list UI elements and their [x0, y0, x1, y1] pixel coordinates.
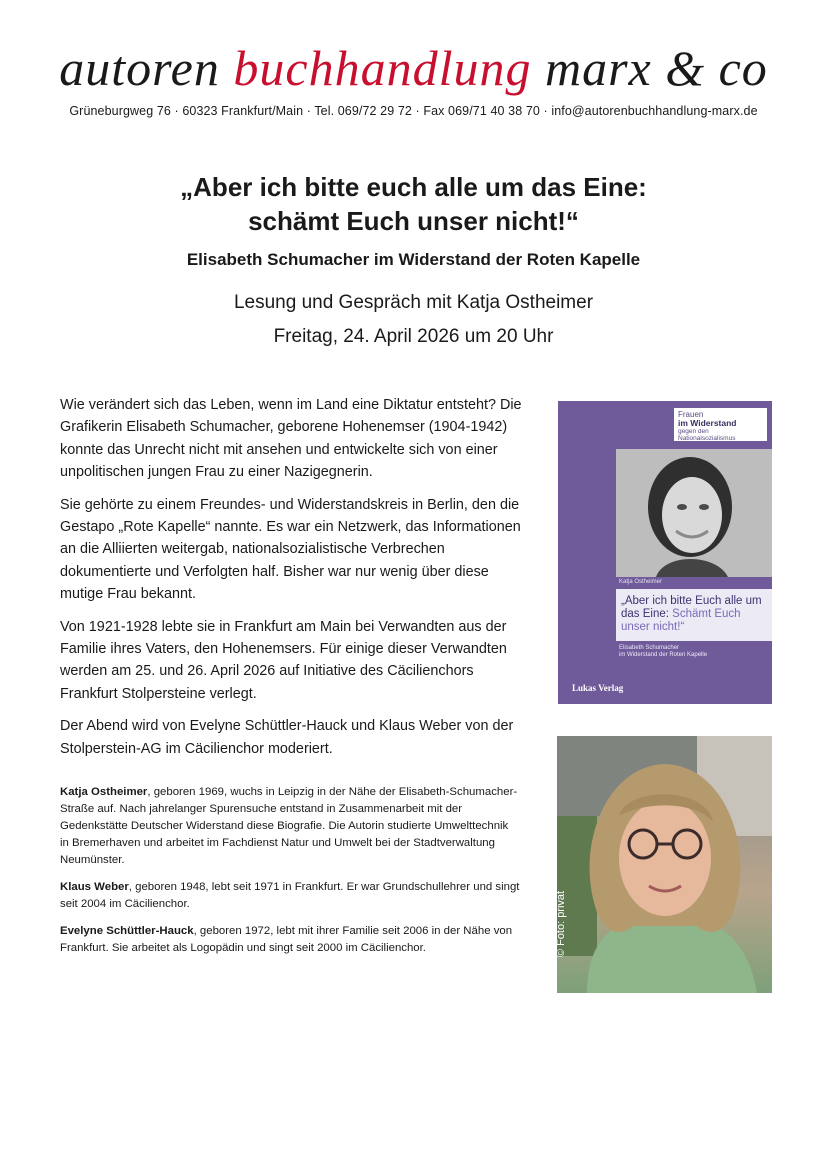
book-publisher: Lukas Verlag: [572, 683, 624, 693]
book-subtitle-line-1: Elisabeth Schumacher: [619, 645, 680, 651]
book-series-tag: [674, 408, 767, 441]
headline-line-2: schämt Euch unser nicht!“: [248, 206, 579, 236]
photo-credit-text: © Foto: privat: [555, 890, 568, 958]
author-portrait-illustration: [557, 736, 772, 993]
event-headline: [60, 170, 767, 238]
bio-name: Katja Ostheimer: [60, 786, 148, 798]
store-address: Grüneburgweg 76 · 60323 Frankfurt/Main · Tel. 069/72 29 72 · Fax 069/71 40 38 70 · info@autorenbuchhandlung-marx.de: [69, 104, 758, 118]
bio-name: Klaus Weber: [60, 881, 129, 893]
book-subtitle: [619, 645, 769, 659]
photo-credit: [555, 888, 578, 968]
book-subtitle-line-2: im Widerstand der Roten Kapelle: [619, 652, 708, 658]
bookstore-logo: [0, 40, 827, 96]
bio-text: , geboren 1972, lebt mit ihrer Familie seit 2006 in der Nähe von Frankfurt. Sie arbeitet als Logopädin und singt seit 2000 im Cäcilienchor.: [60, 925, 513, 954]
series-line-1: Frauen: [678, 410, 704, 419]
bio-text: , geboren 1969, wuchs in Leipzig in der Nähe der Elisabeth-Schumacher-Straße auf. Nach jahrelanger Spurensuche entstand in Zusammenarbeit mit der Gedenkstätte Deutscher Widerstand diese Biografie. Die Autorin studierte Umwelttechnik in Bremerhaven und arbeitet im Fachdienst Natur und Umwelt bei der Stadtverwaltung Neumünster.: [60, 786, 518, 866]
book-author: Katja Ostheimer: [619, 579, 663, 585]
biographies: [60, 784, 520, 967]
logo-word-buchhandlung: buchhandlung: [233, 40, 532, 96]
bio-katja-ostheimer: [60, 784, 520, 869]
description-paragraph-2: Sie gehörte zu einem Freundes- und Widerstandskreis in Berlin, den die Gestapo „Rote Kapelle“ nannte. Es war ein Netzwerk, das Informationen an die Alliierten weitergab, nationalsozialistische Verbrechen dokumentierte und Verfolgten half. Bisher war nur wenig über diese mutige Frau bekannt.: [60, 496, 521, 603]
woman-portrait-illustration: [616, 449, 772, 577]
description-paragraph-3: Von 1921-1928 lebte sie in Frankfurt am Main bei Verwandten aus der Familie ihres Vaters, den Hohenemsers. Für einige dieser Verwandten werden am 25. und 26. April 2026 auf Initiative des Cäcilienchors Frankfurt Stolpersteine verlegt.: [60, 618, 507, 702]
headline-line-1: „Aber ich bitte euch alle um das Eine:: [180, 172, 647, 202]
logo-word-marx-co: marx & co: [544, 40, 768, 96]
event-subtitle: Elisabeth Schumacher im Widerstand der Roten Kapelle: [186, 250, 641, 269]
logo-word-autoren: autoren: [59, 40, 220, 96]
description-paragraph-4: Der Abend wird von Evelyne Schüttler-Hauck und Klaus Weber von der Stolperstein-AG im Cäcilienchor moderiert.: [60, 718, 514, 757]
book-title-part-2: Schämt Euch unser nicht!“: [621, 608, 741, 633]
book-title-part-1: „Aber ich bitte Euch alle um das Eine:: [621, 595, 762, 620]
bio-evelyne-schuettler-hauck: [60, 923, 520, 957]
description-paragraph-1: Wie verändert sich das Leben, wenn im Land eine Diktatur entsteht? Die Grafikerin Elisabeth Schumacher, geborene Hohenemser (1904-1942) konnte das Unrecht nicht mit ansehen und entwickelte sich von einer unpolitischen jungen Frau zu einer Nazigegnerin.: [60, 397, 522, 481]
bio-text: , geboren 1948, lebt seit 1971 in Frankfurt. Er war Grundschullehrer und singt seit 2004 im Cäcilienchor.: [60, 881, 520, 910]
author-portrait-photo: [557, 736, 772, 993]
series-line-2: im Widerstand: [678, 418, 737, 428]
event-description: [60, 394, 530, 770]
series-line-3b: Nationalsozialismus: [678, 435, 736, 442]
event-date: Freitag, 24. April 2026 um 20 Uhr: [273, 326, 554, 347]
bio-klaus-weber: [60, 879, 520, 913]
book-cover-photo: [616, 449, 772, 577]
book-title: [616, 589, 772, 641]
event-format: Lesung und Gespräch mit Katja Ostheimer: [233, 292, 594, 313]
book-cover: [558, 401, 772, 704]
series-line-3a: gegen den: [678, 428, 709, 435]
bio-name: Evelyne Schüttler-Hauck: [60, 925, 194, 937]
